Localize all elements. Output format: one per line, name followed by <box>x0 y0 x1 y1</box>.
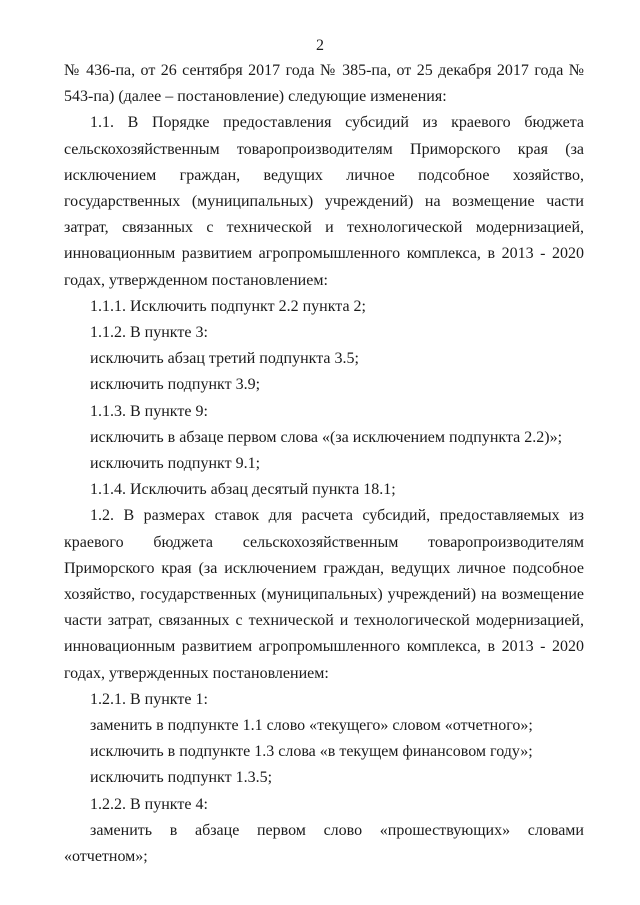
paragraph-1-1-2-a: исключить абзац третий подпункта 3.5; <box>90 350 359 368</box>
paragraph-intro: № 436-па, от 26 сентября 2017 года № 385-па, от 25 декабря 2017 года № 543-па) (далее – постановление) следующие изменения: <box>64 62 584 106</box>
paragraph-1-2-2: 1.2.2. В пункте 4: <box>90 795 208 813</box>
paragraph-1-1-2: 1.1.2. В пункте 3: <box>90 324 208 342</box>
paragraph-1-2-2-a: заменить в абзаце первом слово «прошествующих» словами «отчетном»; <box>64 821 584 866</box>
paragraph-1-1-2-b: исключить подпункт 3.9; <box>90 376 261 394</box>
paragraph-1-2: 1.2. В размерах ставок для расчета субсидий, предоставляемых из краевого бюджета сельскохозяйственным товаропроизводителям Приморского края (за исключением граждан, ведущих личное подсобное хозяйство, государственных (муниципальных) учреждений) на возмещение части затрат, связанных с технической и технологической модернизацией, инновационным развитием агропромышленного комплекса, в 2013 - 2020 годах, утвержденных постановлением: <box>64 507 584 682</box>
paragraph-1-1-3-a: исключить в абзаце первом слова «(за исключением подпункта 2.2)»; <box>90 428 563 446</box>
document-body <box>64 58 584 870</box>
paragraph-1-2-1-b: исключить в подпункте 1.3 слова «в текущем финансовом году»; <box>90 743 533 761</box>
paragraph-1-2-1-c: исключить подпункт 1.3.5; <box>90 769 273 787</box>
page-number: 2 <box>316 37 324 54</box>
paragraph-1-1-3: 1.1.3. В пункте 9: <box>90 402 208 420</box>
paragraph-1-1-4: 1.1.4. Исключить абзац десятый пункта 18.1; <box>90 481 396 499</box>
paragraph-1-1-3-b: исключить подпункт 9.1; <box>90 455 261 473</box>
paragraph-1-1: 1.1. В Порядке предоставления субсидий из краевого бюджета сельскохозяйственным товаропроизводителям Приморского края (за исключением граждан, ведущих личное подсобное хозяйство, государственных (муниципальных) учреждений) на возмещение части затрат, связанных с технической и технологической модернизацией, инновационным развитием агропромышленного комплекса, в 2013 - 2020 годах, утвержденном постановлением: <box>64 114 584 289</box>
paragraph-1-2-1-a: заменить в подпункте 1.1 слово «текущего» словом «отчетного»; <box>90 717 533 735</box>
paragraph-1-1-1: 1.1.1. Исключить подпункт 2.2 пункта 2; <box>90 297 366 315</box>
paragraph-1-2-1: 1.2.1. В пункте 1: <box>90 690 208 708</box>
